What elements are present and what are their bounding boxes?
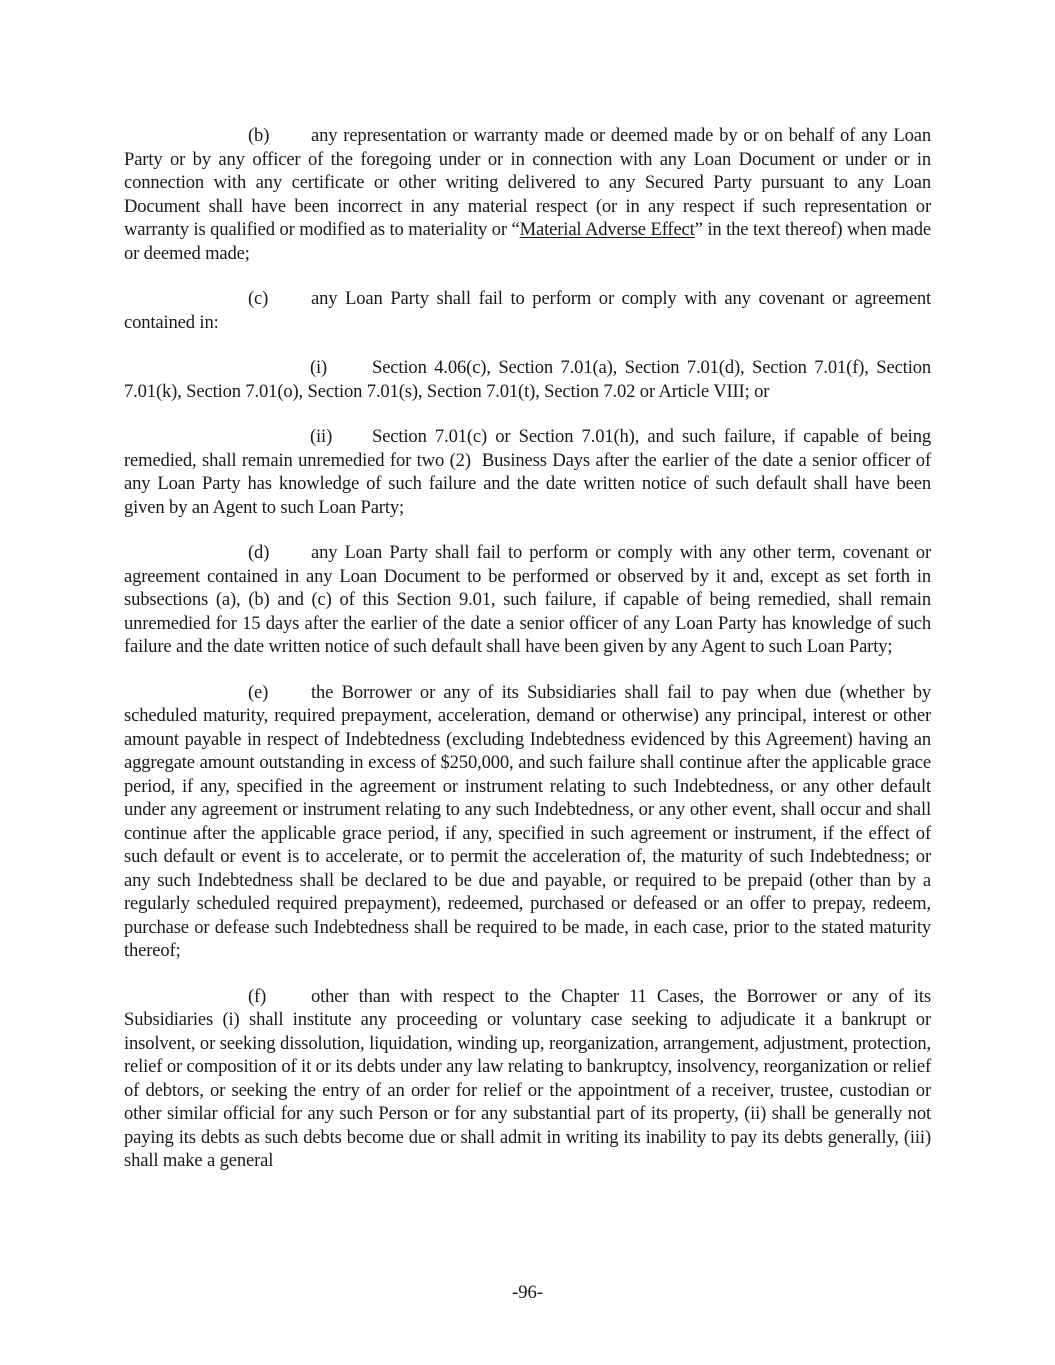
clause-label: (f) (248, 985, 267, 1007)
clause-label: (b) (248, 125, 270, 146)
clause-c (124, 287, 931, 334)
document-page (124, 124, 936, 1195)
clause-label: (c) (248, 288, 269, 309)
clause-text: the Borrower or any of its Subsidiaries shall fail to pay when due (whether by scheduled maturity, required prepayment, acceleration, demand or otherwise) any principal, interest or other amount payable in respect of Indebtedness (excluding Indebtedness evidenced by this Agreement) having an aggregate amount outstanding in excess of $250,000, and such failure shall continue after the applicable grace period, if any, specified in the agreement or instrument relating to such Indebtedness, or any other default under any agreement or instrument relating to any such Indebtedness, or any other event, shall occur and shall continue after the applicable grace period, if any, specified in such agreement or instrument, if the effect of such default or event is to accelerate, or to permit the acceleration of, the maturity of such Indebtedness; or any such Indebtedness shall be declared to be due and payable, or required to be prepaid (other than by a regularly scheduled required prepayment), redeemed, purchased or defeased or an offer to prepay, redeem, purchase or defease such Indebtedness shall be required to be made, in each case, prior to the stated maturity thereof; (124, 681, 931, 961)
clause-e (124, 681, 931, 963)
clause-text: any Loan Party shall fail to perform or comply with any covenant or agreement contained in: (124, 288, 931, 333)
page-number: -96- (512, 1282, 543, 1303)
clause-label: (e) (248, 681, 269, 703)
clause-c-i (124, 356, 931, 403)
clause-text: Section 7.01(c) or Section 7.01(h), and such failure, if capable of being remedied, shall remain unremedied for two (2) Business Days after the earlier of the date a senior officer of any Loan Party has knowledge of such failure and the date written notice of such default shall have been given by an Agent to such Loan Party; (124, 426, 936, 518)
defined-term-material-adverse-effect: Material Adverse Effect (519, 219, 695, 240)
clause-label: (d) (248, 542, 270, 563)
clause-label: (i) (310, 357, 328, 378)
clause-text: any Loan Party shall fail to perform or comply with any other term, covenant or agreement contained in any Loan Document to be performed or observed by it and, except as set forth in subsections (a), (b) and (c) of this Section 9.01, such failure, if capable of being remedied, shall remain unremedied for 15 days after the earlier of the date a senior officer of any Loan Party has knowledge of such failure and the date written notice of such default shall have been given by any Agent to such Loan Party; (124, 542, 931, 657)
clause-text: any representation or warranty made or deemed made by or on behalf of any Loan Party or by any officer of the foregoing under or in connection with any Loan Document or under or in connection with any certificate or other writing delivered to any Secured Party pursuant to any Loan Document shall have been incorrect in any material respect (or in any respect if such representation or warranty is qualified or modified as to materiality or “ (124, 125, 931, 240)
clause-b (124, 124, 931, 265)
clause-d (124, 541, 931, 659)
clause-text: other than with respect to the Chapter 11 Cases, the Borrower or any of its Subsidiaries (i) shall institute any proceeding or voluntary case seeking to adjudicate it a bankrupt or insolvent, or seeking dissolution, liquidation, winding up, reorganization, arrangement, adjustment, protection, relief or composition of it or its debts under any law relating to bankruptcy, insolvency, reorganization or relief of debtors, or seeking the entry of an order for relief or the appointment of a receiver, trustee, custodian or other similar official for any such Person or for any substantial part of its property, (ii) shall be generally not paying its debts as such debts become due or shall admit in writing its inability to pay its debts generally, (iii) shall make a general (124, 985, 931, 1171)
clause-text: ” in the text thereof) when made or deemed made; (124, 219, 931, 264)
clause-c-ii (124, 425, 936, 519)
clause-label: (ii) (310, 426, 333, 447)
clause-text: Section 4.06(c), Section 7.01(a), Section 7.01(d), Section 7.01(f), Section 7.01(k), Section 7.01(o), Section 7.01(s), Section 7.01(t), Section 7.02 or Article VIII; or (124, 357, 931, 402)
clause-f (124, 985, 931, 1173)
